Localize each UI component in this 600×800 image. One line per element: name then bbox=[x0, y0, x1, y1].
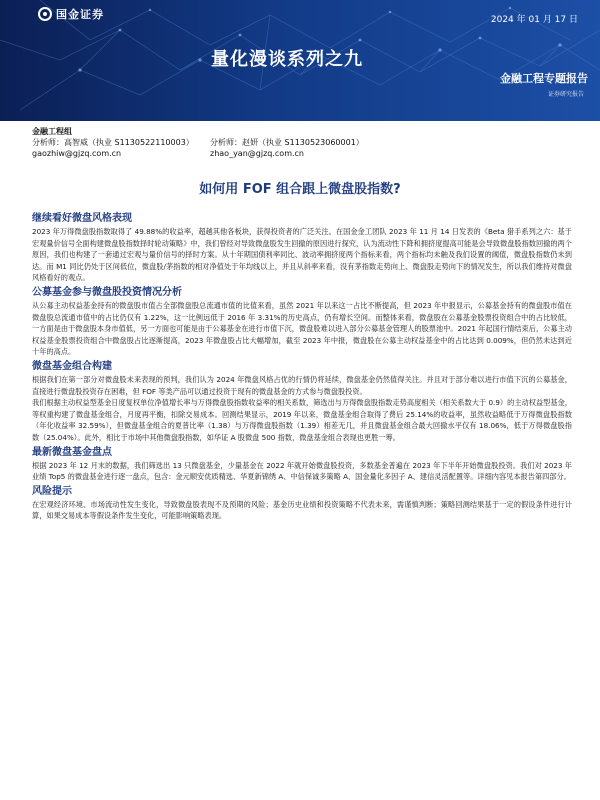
logo-icon bbox=[38, 7, 52, 21]
section-paragraph: 从公募主动权益基金持有的微盘股市值占全部微盘股总流通市值的比值来看，虽然 2021 年以来这一占比不断提高，但 2023 年中报显示，公募基金持有的微盘股市值在微盘股总流通市值中的占比仍仅有 1.22%，这一比例远低于 2016 年 3.31%的历史高点，仍有增长空间。而整体来看，微盘股在公募基金股票投资组合中的占比较低，一方面是由于微盘股本身市值低，另一方面也可能是由于公募基金在进行市值下沉，微盘股难以进入部分公募基金管理人的股票池中。2021 年起国行情结束后，公募主动权益基金股票投资组合中微盘股占比逐渐提高，2023 年微盘股占比大幅增加，截至 2023 年中报，微盘股在公募主动权益基金中的占比达到 0.009%，但仍然未达到近十年的高点。 bbox=[32, 300, 572, 357]
report-title: 如何用 FOF 组合跟上微盘股指数? bbox=[199, 182, 401, 197]
logo-text: 国金证券 bbox=[56, 8, 104, 21]
series-title: 量化漫谈系列之九 bbox=[211, 49, 363, 70]
analyst-1: 分析师：高智威（执业 S1130522110003） bbox=[32, 138, 194, 147]
analyst-1-email[interactable]: gaozhiw@gjzq.com.cn bbox=[32, 149, 122, 158]
analyst-row bbox=[32, 137, 572, 148]
department: 金融工程组 bbox=[32, 127, 72, 136]
section-paragraph: 根据我们在第一部分对微盘股未来表现的预判，我们认为 2024 年微盘风格占优的行情仍将延续，微盘基金仍然值得关注。并且对于部分难以进行市值下沉的公募基金，直接进行微盘股投资存在困难，但 FOF 等类产品可以通过投资于现有的微盘基金的方式参与微盘股投资。 bbox=[32, 374, 572, 396]
company-logo bbox=[38, 6, 104, 22]
section-heading: 微盘基金组合构建 bbox=[32, 360, 112, 372]
section-paragraph: 我们根据主动权益型基金日度复权单位净值增长率与万得微盘股指数收益率的相关系数，筛选出与万得微盘股指数走势高度相关（相关系数大于 0.9）的主动权益型基金，等权重构建了微盘基金组合，月度再平衡，扣除交易成本。回测结果显示，2019 年以来，微盘基金组合取得了费后 25.14%的收益率，虽然收益略低于万得微盘股指数（年化收益率 32.59%），但微盘基金组合的夏普比率（1.38）与万得微盘股指数（1.39）相差无几，并且微盘基金组合最大回撤水平仅有 18.06%，低于万得微盘股指数（25.04%）。此外，相比于市场中其他微盘股指数，如华证 A 股微盘 500 指数，微盘基金组合表现也更胜一筹。 bbox=[32, 398, 572, 442]
section-paragraph: 根据 2023 年 12 月末的数据，我们筛选出 13 只微盘基金，少量基金在 2022 年就开始微盘股投资，多数基金普遍在 2023 年下半年开始微盘股投资。我们对 2023 年业绩 Top5 的微盘基金进行逐一盘点，包含：金元顺安优质精选、华夏新锦绣 A、中信保诚多策略 A、国金量化多因子 A、建信灵活配置等。详细内容见本报告第四部分。 bbox=[32, 460, 572, 482]
report-date: 2024 年 01 月 17 日 bbox=[490, 15, 578, 25]
report-type: 金融工程专题报告 bbox=[500, 72, 588, 85]
section-paragraph: 在宏观经济环境、市场流动性发生变化，导致微盘股表现不及预期的风险；基金历史业绩和投资策略不代表未来，需谨慎判断；策略回测结果基于一定的假设条件进行计算，如果交易成本等假设条件发生变化，可能影响策略表现。 bbox=[32, 499, 572, 521]
report-body bbox=[32, 210, 572, 522]
email-row bbox=[32, 148, 572, 159]
section-heading: 公募基金参与微盘股投资情况分析 bbox=[32, 286, 182, 298]
section-heading: 风险提示 bbox=[32, 485, 72, 497]
analyst-2-email[interactable]: zhao_yan@gjzq.com.cn bbox=[210, 149, 304, 158]
header-banner bbox=[0, 0, 600, 121]
section-heading: 最新微盘基金盘点 bbox=[32, 446, 112, 458]
analyst-2: 分析师：赵妍（执业 S1130523060001） bbox=[210, 138, 364, 147]
section-paragraph: 2023 年万得微盘股指数取得了 49.88%的收益率，超越其他各板块，获得投资者的广泛关注。在国金金工团队 2023 年 11 月 14 日发表的《Beta 猎手系列之六：基于宏观量价信号全面构建微盘股指数择时轮动策略》中，我们曾经对导致微盘股发生回撤的原因进行探究，认为流动性下降和拥挤度提高可能是会导致微盘股指数回撤的两个原因，我们也构建了一套通过宏观与量价信号的择时方案。从十年期国债利率同比、波动率拥挤度两个指标来看，两个指标均未触及我们设置的阈值，微盘股指数仍未到达。而 M1 同比仍处于区间低位，微盘股/茅指数的相对净值处于年均线以上，并且从斜率来看，没有茅指数走势向上、微盘股走势向下的情况发生，所以我们维持对微盘风格看好的观点。 bbox=[32, 227, 572, 283]
report-subtype: 证券研究报告 bbox=[547, 91, 584, 98]
section-heading: 继续看好微盘风格表现 bbox=[32, 213, 132, 224]
author-info bbox=[32, 126, 572, 159]
